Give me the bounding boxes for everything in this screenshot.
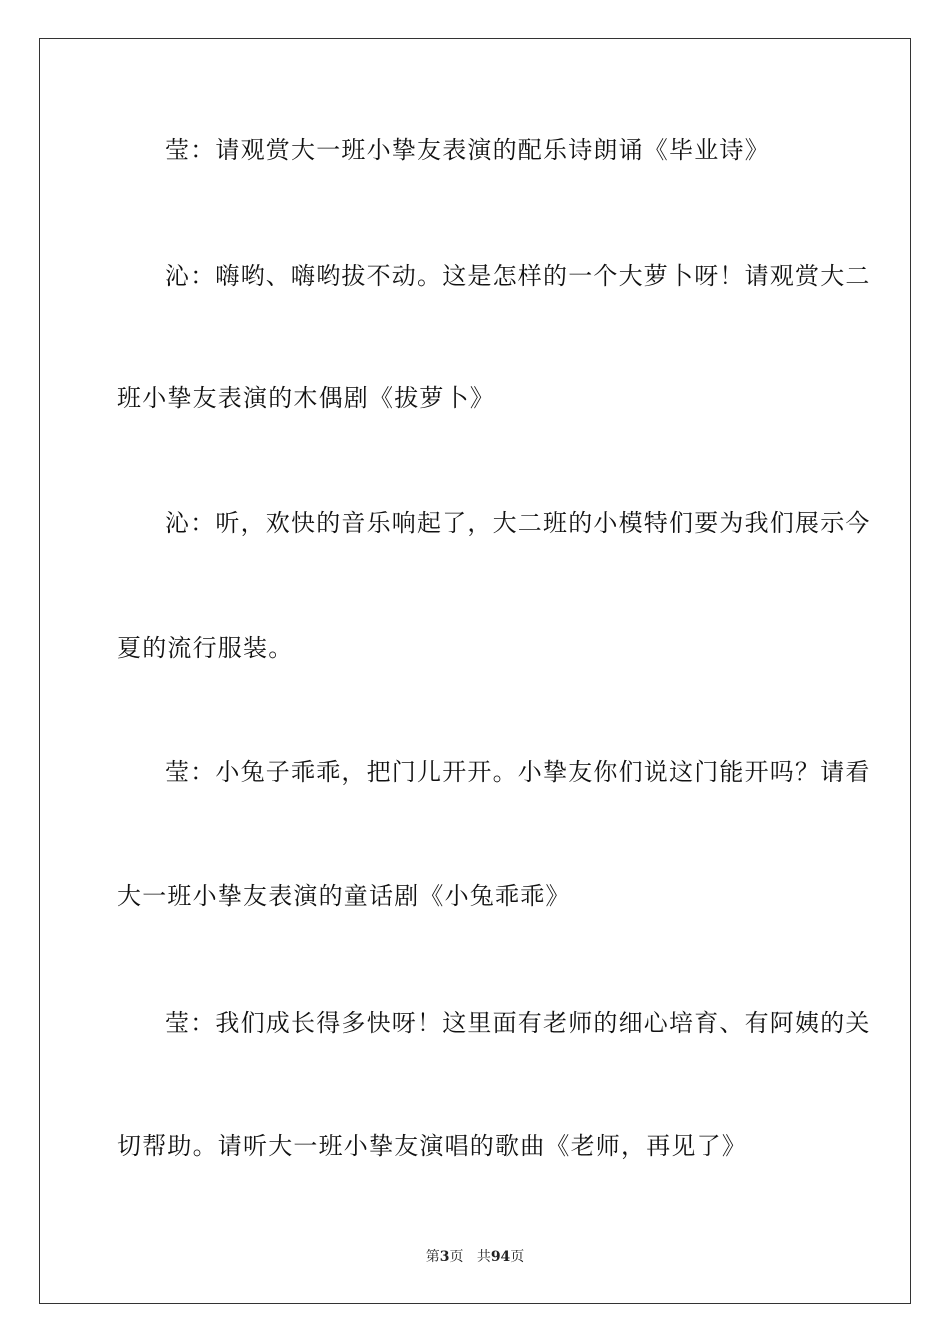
page-suffix: 页 xyxy=(449,1249,464,1265)
total-pages: 94 xyxy=(490,1249,511,1265)
text-line-1: 莹：请观赏大一班小挚友表演的配乐诗朗诵《毕业诗》 xyxy=(165,136,770,164)
total-suffix: 页 xyxy=(510,1249,525,1265)
total-prefix: 共 xyxy=(476,1249,491,1265)
page-footer xyxy=(0,1248,950,1266)
text-line-4: 沁：听，欢快的音乐响起了，大二班的小模特们要为我们展示今 xyxy=(165,509,871,537)
text-line-5: 夏的流行服装。 xyxy=(117,634,294,662)
page-number: 3 xyxy=(439,1249,450,1265)
text-line-3: 班小挚友表演的木偶剧《拔萝卜》 xyxy=(117,384,495,412)
page-frame xyxy=(39,38,911,1304)
text-line-8: 莹：我们成长得多快呀！这里面有老师的细心培育、有阿姨的关 xyxy=(165,1009,871,1037)
text-line-7: 大一班小挚友表演的童话剧《小兔乖乖》 xyxy=(117,882,571,910)
text-line-2: 沁：嗨哟、嗨哟拔不动。这是怎样的一个大萝卜呀！请观赏大二 xyxy=(165,262,871,290)
page-prefix: 第 xyxy=(425,1249,440,1265)
text-line-9: 切帮助。请听大一班小挚友演唱的歌曲《老师，再见了》 xyxy=(117,1132,747,1160)
text-line-6: 莹：小兔子乖乖，把门儿开开。小挚友你们说这门能开吗？请看 xyxy=(165,758,871,786)
